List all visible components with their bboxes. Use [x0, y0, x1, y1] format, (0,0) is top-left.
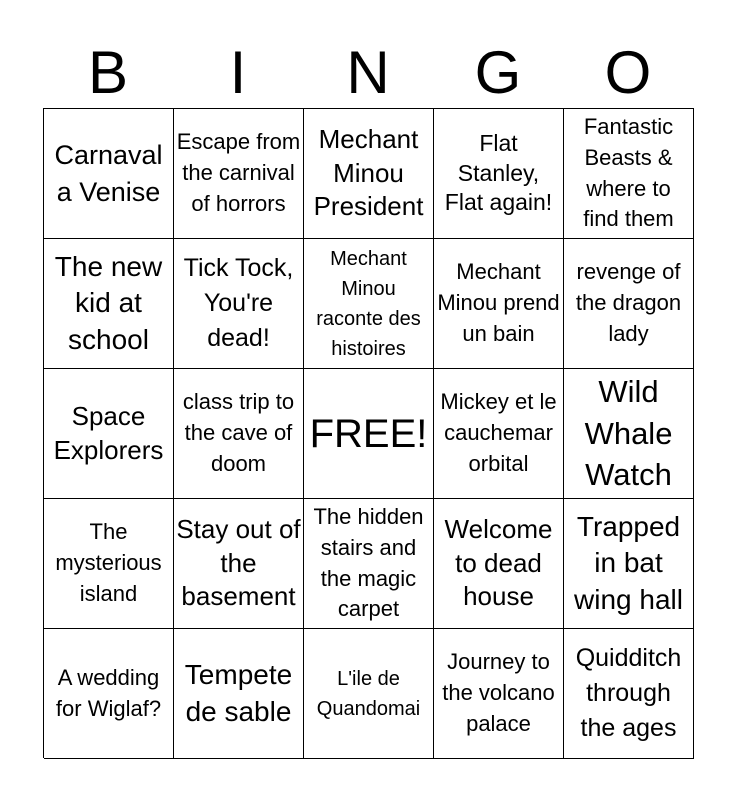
bingo-cell-r3-c5: Wild Whale Watch [564, 369, 694, 499]
bingo-cell-r5-c2: Tempete de sable [174, 629, 304, 759]
bingo-cell-r2-c2: Tick Tock, You're dead! [174, 239, 304, 369]
bingo-cell-r1-c3: Mechant Minou President [304, 109, 434, 239]
bingo-cell-r2-c5: revenge of the dragon lady [564, 239, 694, 369]
bingo-header [43, 38, 693, 108]
bingo-cell-r5-c5: Quidditch through the ages [564, 629, 694, 759]
bingo-cell-r3-c2: class trip to the cave of doom [174, 369, 304, 499]
bingo-cell-r1-c1: Carnaval a Venise [44, 109, 174, 239]
header-letter-b: B [87, 39, 129, 106]
bingo-cell-r4-c4: Welcome to dead house [434, 499, 564, 629]
bingo-cell-r4-c1: The mysterious island [44, 499, 174, 629]
bingo-cell-r5-c1: A wedding for Wiglaf? [44, 629, 174, 759]
header-letter-n: N [346, 39, 390, 106]
bingo-cell-r4-c2: Stay out of the basement [174, 499, 304, 629]
bingo-cell-r5-c3: L'ile de Quandomai [304, 629, 434, 759]
bingo-board [43, 108, 694, 758]
header-letter-o: O [604, 39, 652, 106]
bingo-cell-r3-c1: Space Explorers [44, 369, 174, 499]
header-letter-g: G [474, 39, 522, 106]
bingo-cell-r1-c5: Fantastic Beasts & where to find them [564, 109, 694, 239]
bingo-cell-r4-c5: Trapped in bat wing hall [564, 499, 694, 629]
bingo-cell-r1-c4: Flat Stanley, Flat again! [434, 109, 564, 239]
bingo-cell-r2-c4: Mechant Minou prend un bain [434, 239, 564, 369]
header-letter-i: I [229, 39, 247, 106]
bingo-cell-r4-c3: The hidden stairs and the magic carpet [304, 499, 434, 629]
bingo-cell-r3-c4: Mickey et le cauchemar orbital [434, 369, 564, 499]
bingo-cell-r5-c4: Journey to the volcano palace [434, 629, 564, 759]
bingo-cell-free: FREE! [304, 369, 434, 499]
bingo-cell-r2-c3: Mechant Minou raconte des histoires [304, 239, 434, 369]
bingo-cell-r2-c1: The new kid at school [44, 239, 174, 369]
bingo-cell-r1-c2: Escape from the carnival of horrors [174, 109, 304, 239]
